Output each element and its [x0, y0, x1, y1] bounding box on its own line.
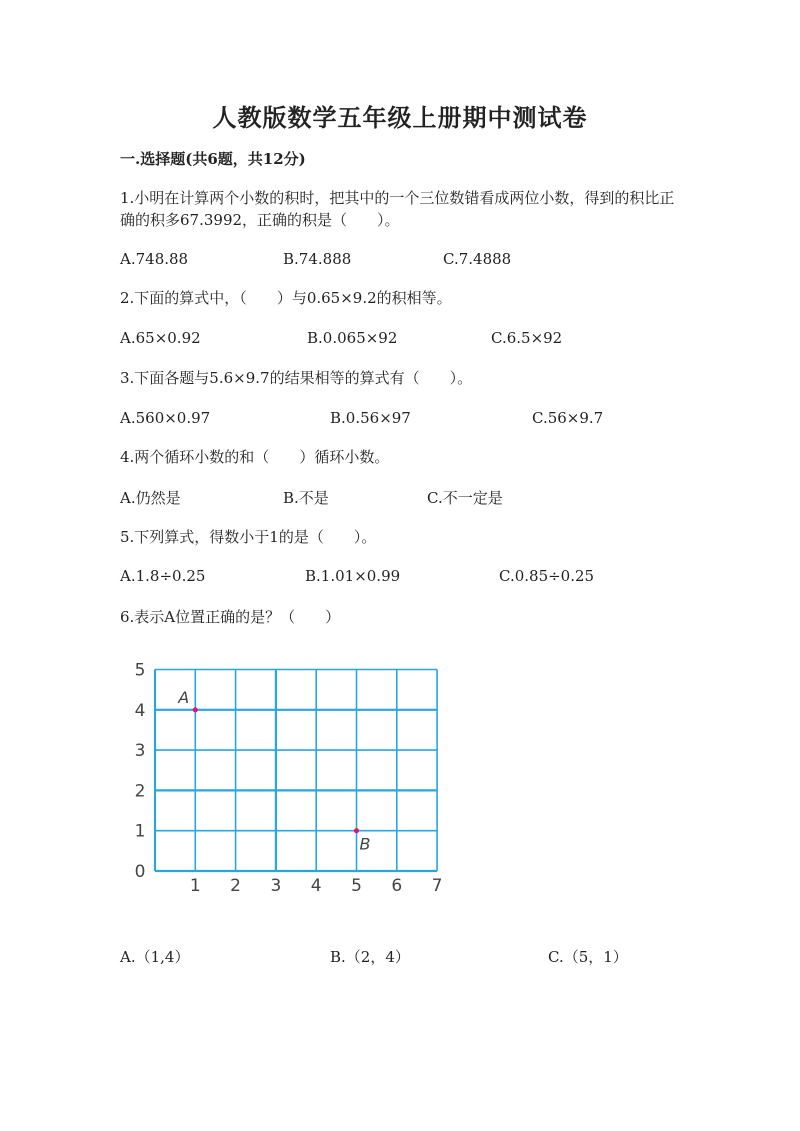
question-4-option-c[interactable]: C.不一定是 [427, 489, 503, 507]
x-tick-label: 3 [270, 876, 282, 896]
x-tick-label: 2 [230, 876, 242, 896]
coordinate-grid-figure [120, 655, 460, 900]
question-3-option-a[interactable]: A.560×0.97 [120, 409, 211, 427]
question-3-option-c[interactable]: C.56×9.7 [532, 409, 604, 427]
y-tick-label: 5 [134, 660, 146, 681]
y-tick-label: 0 [134, 862, 146, 882]
question-1-option-c[interactable]: C.7.4888 [443, 250, 512, 268]
point-b-marker [354, 828, 359, 833]
question-4-option-a[interactable]: A.仍然是 [120, 489, 181, 507]
question-1-option-b[interactable]: B.74.888 [283, 250, 352, 268]
question-4-text: 4.两个循环小数的和（ ）循环小数。 [120, 448, 390, 466]
y-tick-label: 1 [134, 821, 146, 842]
question-5-text: 5.下列算式，得数小于1的是（ ）。 [120, 528, 377, 546]
x-tick-label: 6 [391, 876, 403, 896]
question-6-text: 6.表示A位置正确的是？（ ） [120, 608, 341, 626]
page-title: 人教版数学五年级上册期中测试卷 [212, 103, 588, 132]
y-tick-label: 4 [134, 700, 146, 721]
question-5-option-c[interactable]: C.0.85÷0.25 [499, 567, 595, 585]
question-6-option-b[interactable]: B.（2，4） [330, 948, 410, 966]
question-3-text: 3.下面各题与5.6×9.7的结果相等的算式有（ ）。 [120, 369, 473, 387]
point-a-label: A [178, 687, 190, 707]
section-heading: 一.选择题(共6题，共12分) [120, 150, 306, 168]
point-a-marker [193, 707, 198, 712]
x-tick-label: 5 [351, 876, 362, 896]
point-b-label: B [359, 834, 371, 854]
x-tick-label: 4 [310, 876, 322, 896]
question-2-option-c[interactable]: C.6.5×92 [491, 329, 563, 347]
x-tick-label: 1 [189, 876, 201, 896]
x-tick-label: 7 [431, 876, 443, 896]
question-2-text: 2.下面的算式中，（ ）与0.65×9.2的积相等。 [120, 289, 452, 307]
question-3-option-b[interactable]: B.0.56×97 [330, 409, 411, 427]
y-tick-label: 2 [134, 781, 146, 802]
question-2-option-b[interactable]: B.0.065×92 [307, 329, 398, 347]
question-1-option-a[interactable]: A.748.88 [120, 250, 189, 268]
question-5-option-b[interactable]: B.1.01×0.99 [305, 567, 401, 585]
question-2-option-a[interactable]: A.65×0.92 [120, 329, 201, 347]
question-6-option-a[interactable]: A.（1,4） [120, 948, 190, 966]
y-tick-label: 3 [134, 741, 146, 762]
coordinate-grid-svg [120, 655, 460, 900]
question-6-option-c[interactable]: C.（5，1） [548, 948, 628, 966]
question-4-option-b[interactable]: B.不是 [283, 489, 329, 507]
question-1-text: 1.小明在计算两个小数的积时，把其中的一个三位数错看成两位小数，得到的积比正确的积多67.3992，正确的积是（ ）。 [120, 189, 675, 229]
question-5-option-a[interactable]: A.1.8÷0.25 [120, 567, 206, 585]
